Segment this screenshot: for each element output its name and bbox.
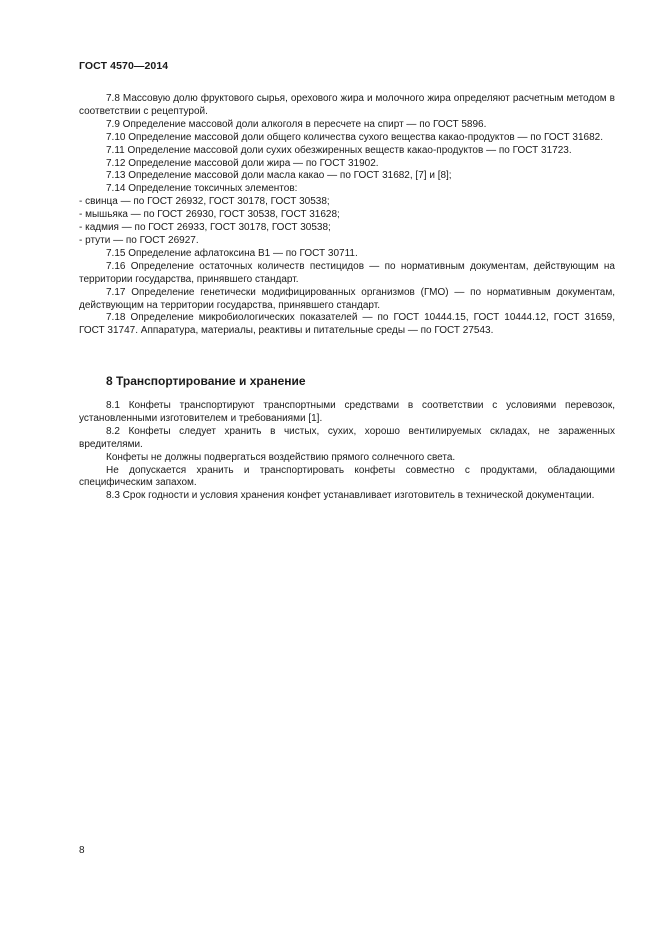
paragraph-7-15: 7.15 Определение афлатоксина B1 — по ГОСТ 30711. — [106, 247, 358, 259]
paragraph-7-17: 7.17 Определение генетически модифицированных организмов (ГМО) — по нормативным документам, действующим на территории государства, принявшего стандарт. — [79, 286, 615, 311]
paragraph-8-2: 8.2 Конфеты следует хранить в чистых, сухих, хорошо вентилируемых складах, не зараженных вредителями. — [79, 425, 615, 450]
list-item-cadmium: - кадмия — по ГОСТ 26933, ГОСТ 30178, ГОСТ 30538; — [79, 222, 331, 234]
list-item-arsenic: - мышьяка — по ГОСТ 26930, ГОСТ 30538, ГОСТ 31628; — [79, 209, 340, 221]
list-item-mercury: - ртути — по ГОСТ 26927. — [79, 234, 199, 246]
paragraph-7-8: 7.8 Массовую долю фруктового сырья, орехового жира и молочного жира определяют расчетным методом в соответствии с рецептурой. — [79, 93, 615, 117]
paragraph-7-13: 7.13 Определение массовой доли масла какао — по ГОСТ 31682, [7] и [8]; — [106, 170, 452, 182]
paragraph-7-11: 7.11 Определение массовой доли сухих обезжиренных веществ какао-продуктов — по ГОСТ 31723. — [106, 144, 572, 156]
document-header: ГОСТ 4570—2014 — [79, 60, 169, 72]
section-8-body — [79, 400, 615, 503]
paragraph-odor: Не допускается хранить и транспортировать конфеты совместно с продуктами, обладающими специфическим запахом. — [79, 464, 615, 489]
paragraph-7-10: 7.10 Определение массовой доли общего количества сухого вещества какао-продуктов — по ГОСТ 31682. — [106, 131, 604, 143]
paragraph-7-18: 7.18 Определение микробиологических показателей — по ГОСТ 10444.15, ГОСТ 10444.12, ГОСТ 31659, ГОСТ 31747. Аппаратура, материалы, реактивы и питательные среды — по ГОСТ 27543. — [79, 312, 615, 337]
paragraph-8-3: 8.3 Срок годности и условия хранения конфет устанавливает изготовитель в технической документации. — [106, 490, 595, 502]
paragraph-sunlight: Конфеты не должны подвергаться воздействию прямого солнечного света. — [106, 451, 456, 463]
section-7-body — [79, 93, 615, 338]
paragraph-8-1: 8.1 Конфеты транспортируют транспортными средствами в соответствии с условиями перевозок, установленными изготовителем и требованиями [1]. — [79, 400, 615, 424]
paragraph-7-16: 7.16 Определение остаточных количеств пестицидов — по нормативным документам, действующим на территории государства, принявшего стандарт. — [79, 260, 615, 285]
paragraph-7-14: 7.14 Определение токсичных элементов: — [106, 183, 298, 195]
paragraph-7-12: 7.12 Определение массовой доли жира — по ГОСТ 31902. — [106, 157, 379, 169]
list-item-lead: - свинца — по ГОСТ 26932, ГОСТ 30178, ГОСТ 30538; — [79, 196, 330, 208]
section-8-title: 8 Транспортирование и хранение — [106, 374, 306, 388]
paragraph-7-9: 7.9 Определение массовой доли алкоголя в пересчете на спирт — по ГОСТ 5896. — [106, 118, 487, 130]
page-number: 8 — [79, 845, 85, 856]
